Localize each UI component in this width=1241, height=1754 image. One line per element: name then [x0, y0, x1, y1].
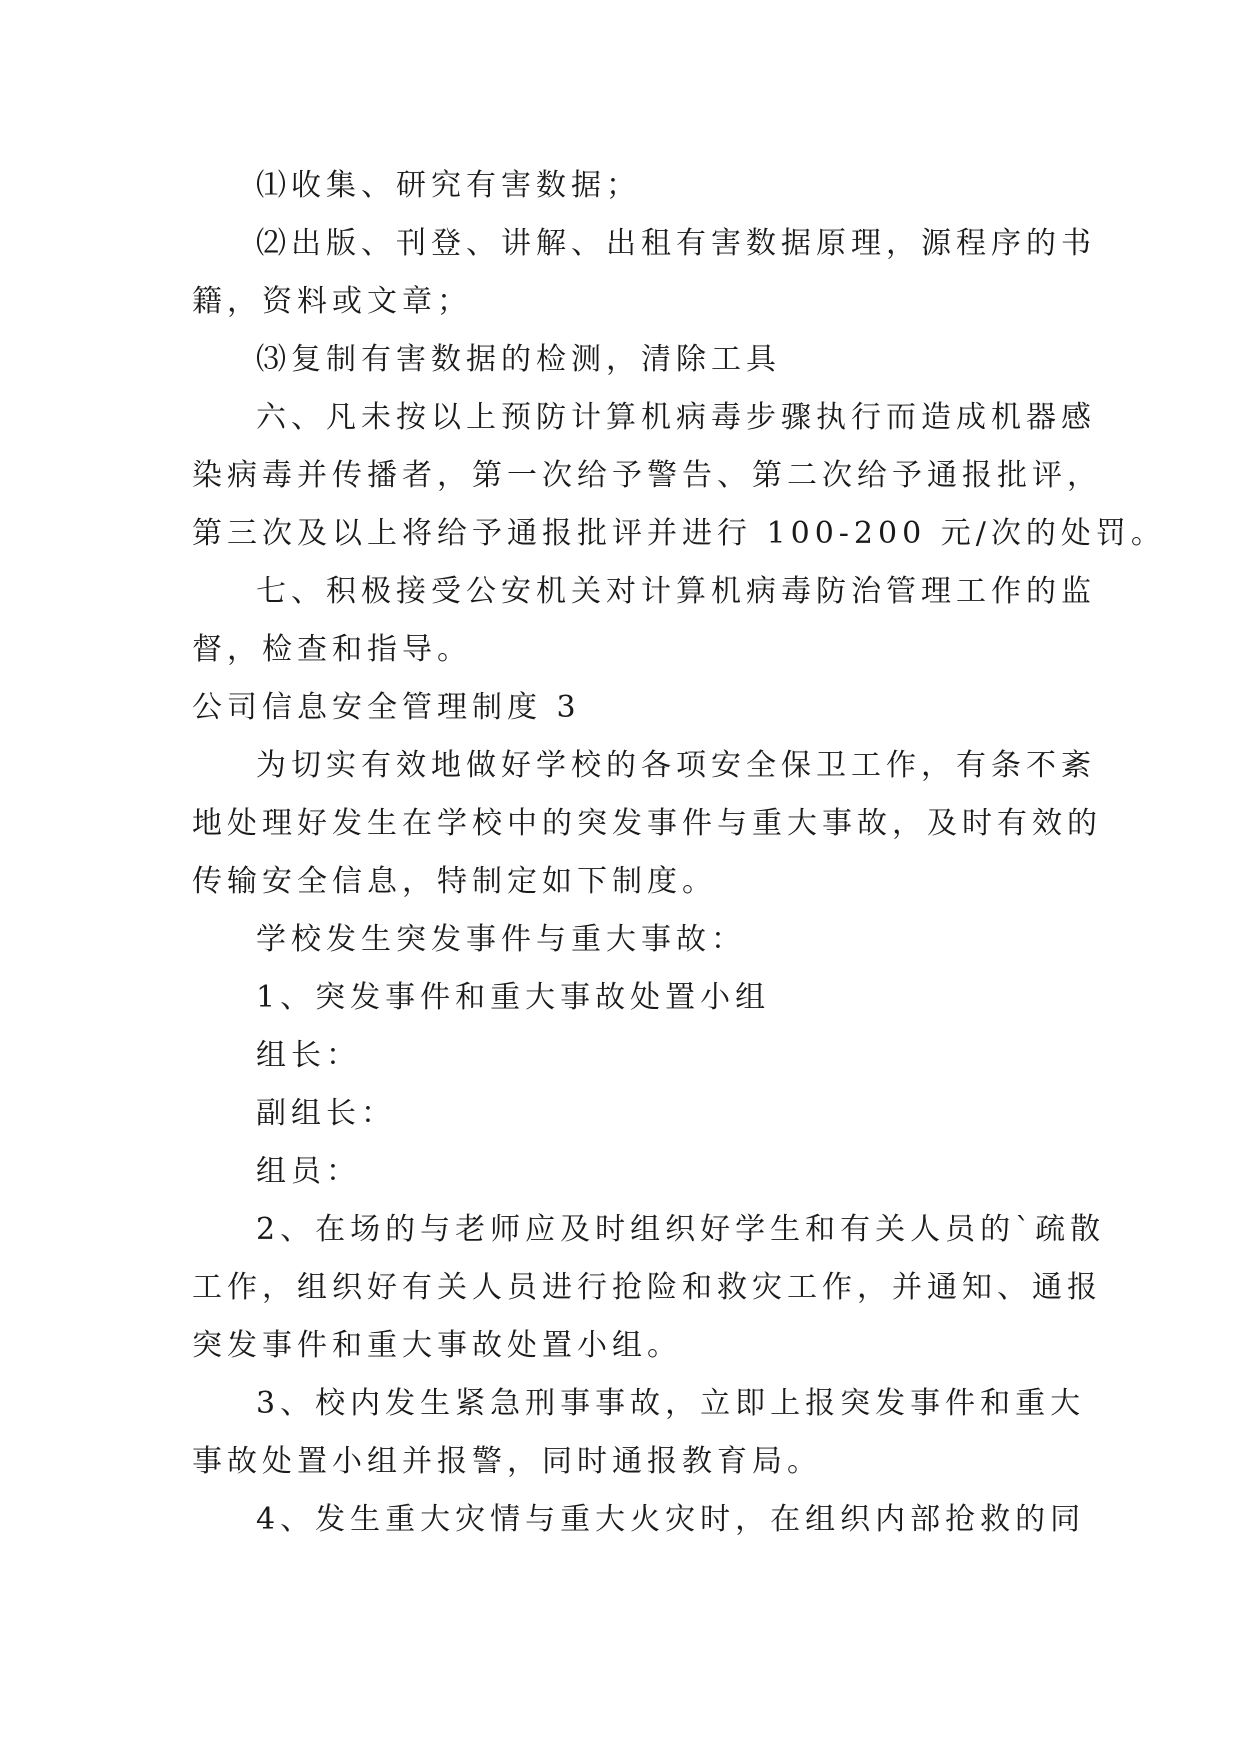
subheading-incidents: 学校发生突发事件与重大事故： — [256, 922, 746, 957]
section-heading: 公司信息安全管理制度 3 — [192, 690, 581, 725]
paragraph-seven-line-2: 督，检查和指导。 — [192, 632, 472, 667]
paragraph-six-line-1: 六、凡未按以上预防计算机病毒步骤执行而造成机器感 — [256, 400, 1096, 435]
paragraph-six-line-3: 第三次及以上将给予通报批评并进行 100-200 元/次的处罚。 — [192, 516, 1166, 551]
team-members: 组员： — [256, 1154, 361, 1189]
item-four-line-1: 4、发生重大灾情与重大火灾时，在组织内部抢救的同 — [256, 1502, 1086, 1537]
team-deputy-leader: 副组长： — [256, 1096, 396, 1131]
item-three-line-2: 事故处置小组并报警，同时通报教育局。 — [192, 1444, 822, 1479]
team-leader: 组长： — [256, 1038, 361, 1073]
intro-paragraph-line-1: 为切实有效地做好学校的各项安全保卫工作，有条不紊 — [256, 748, 1096, 783]
intro-paragraph-line-3: 传输安全信息，特制定如下制度。 — [192, 864, 717, 899]
list-item-1: ⑴收集、研究有害数据； — [256, 168, 641, 203]
intro-paragraph-line-2: 地处理好发生在学校中的突发事件与重大事故，及时有效的 — [192, 806, 1102, 841]
list-item-2-continued: 籍，资料或文章； — [192, 284, 472, 319]
paragraph-seven-line-1: 七、积极接受公安机关对计算机病毒防治管理工作的监 — [256, 574, 1096, 609]
item-two-line-2: 工作，组织好有关人员进行抢险和救灾工作，并通知、通报 — [192, 1270, 1102, 1305]
paragraph-six-line-2: 染病毒并传播者，第一次给予警告、第二次给予通报批评， — [192, 458, 1102, 493]
list-item-2: ⑵出版、刊登、讲解、出租有害数据原理，源程序的书 — [256, 226, 1096, 261]
item-two-line-3: 突发事件和重大事故处置小组。 — [192, 1328, 682, 1363]
item-one-team: 1、突发事件和重大事故处置小组 — [256, 980, 771, 1015]
item-three-line-1: 3、校内发生紧急刑事事故，立即上报突发事件和重大 — [256, 1386, 1086, 1421]
list-item-3: ⑶复制有害数据的检测，清除工具 — [256, 342, 781, 377]
item-two-line-1: 2、在场的与老师应及时组织好学生和有关人员的`疏散 — [256, 1212, 1106, 1247]
